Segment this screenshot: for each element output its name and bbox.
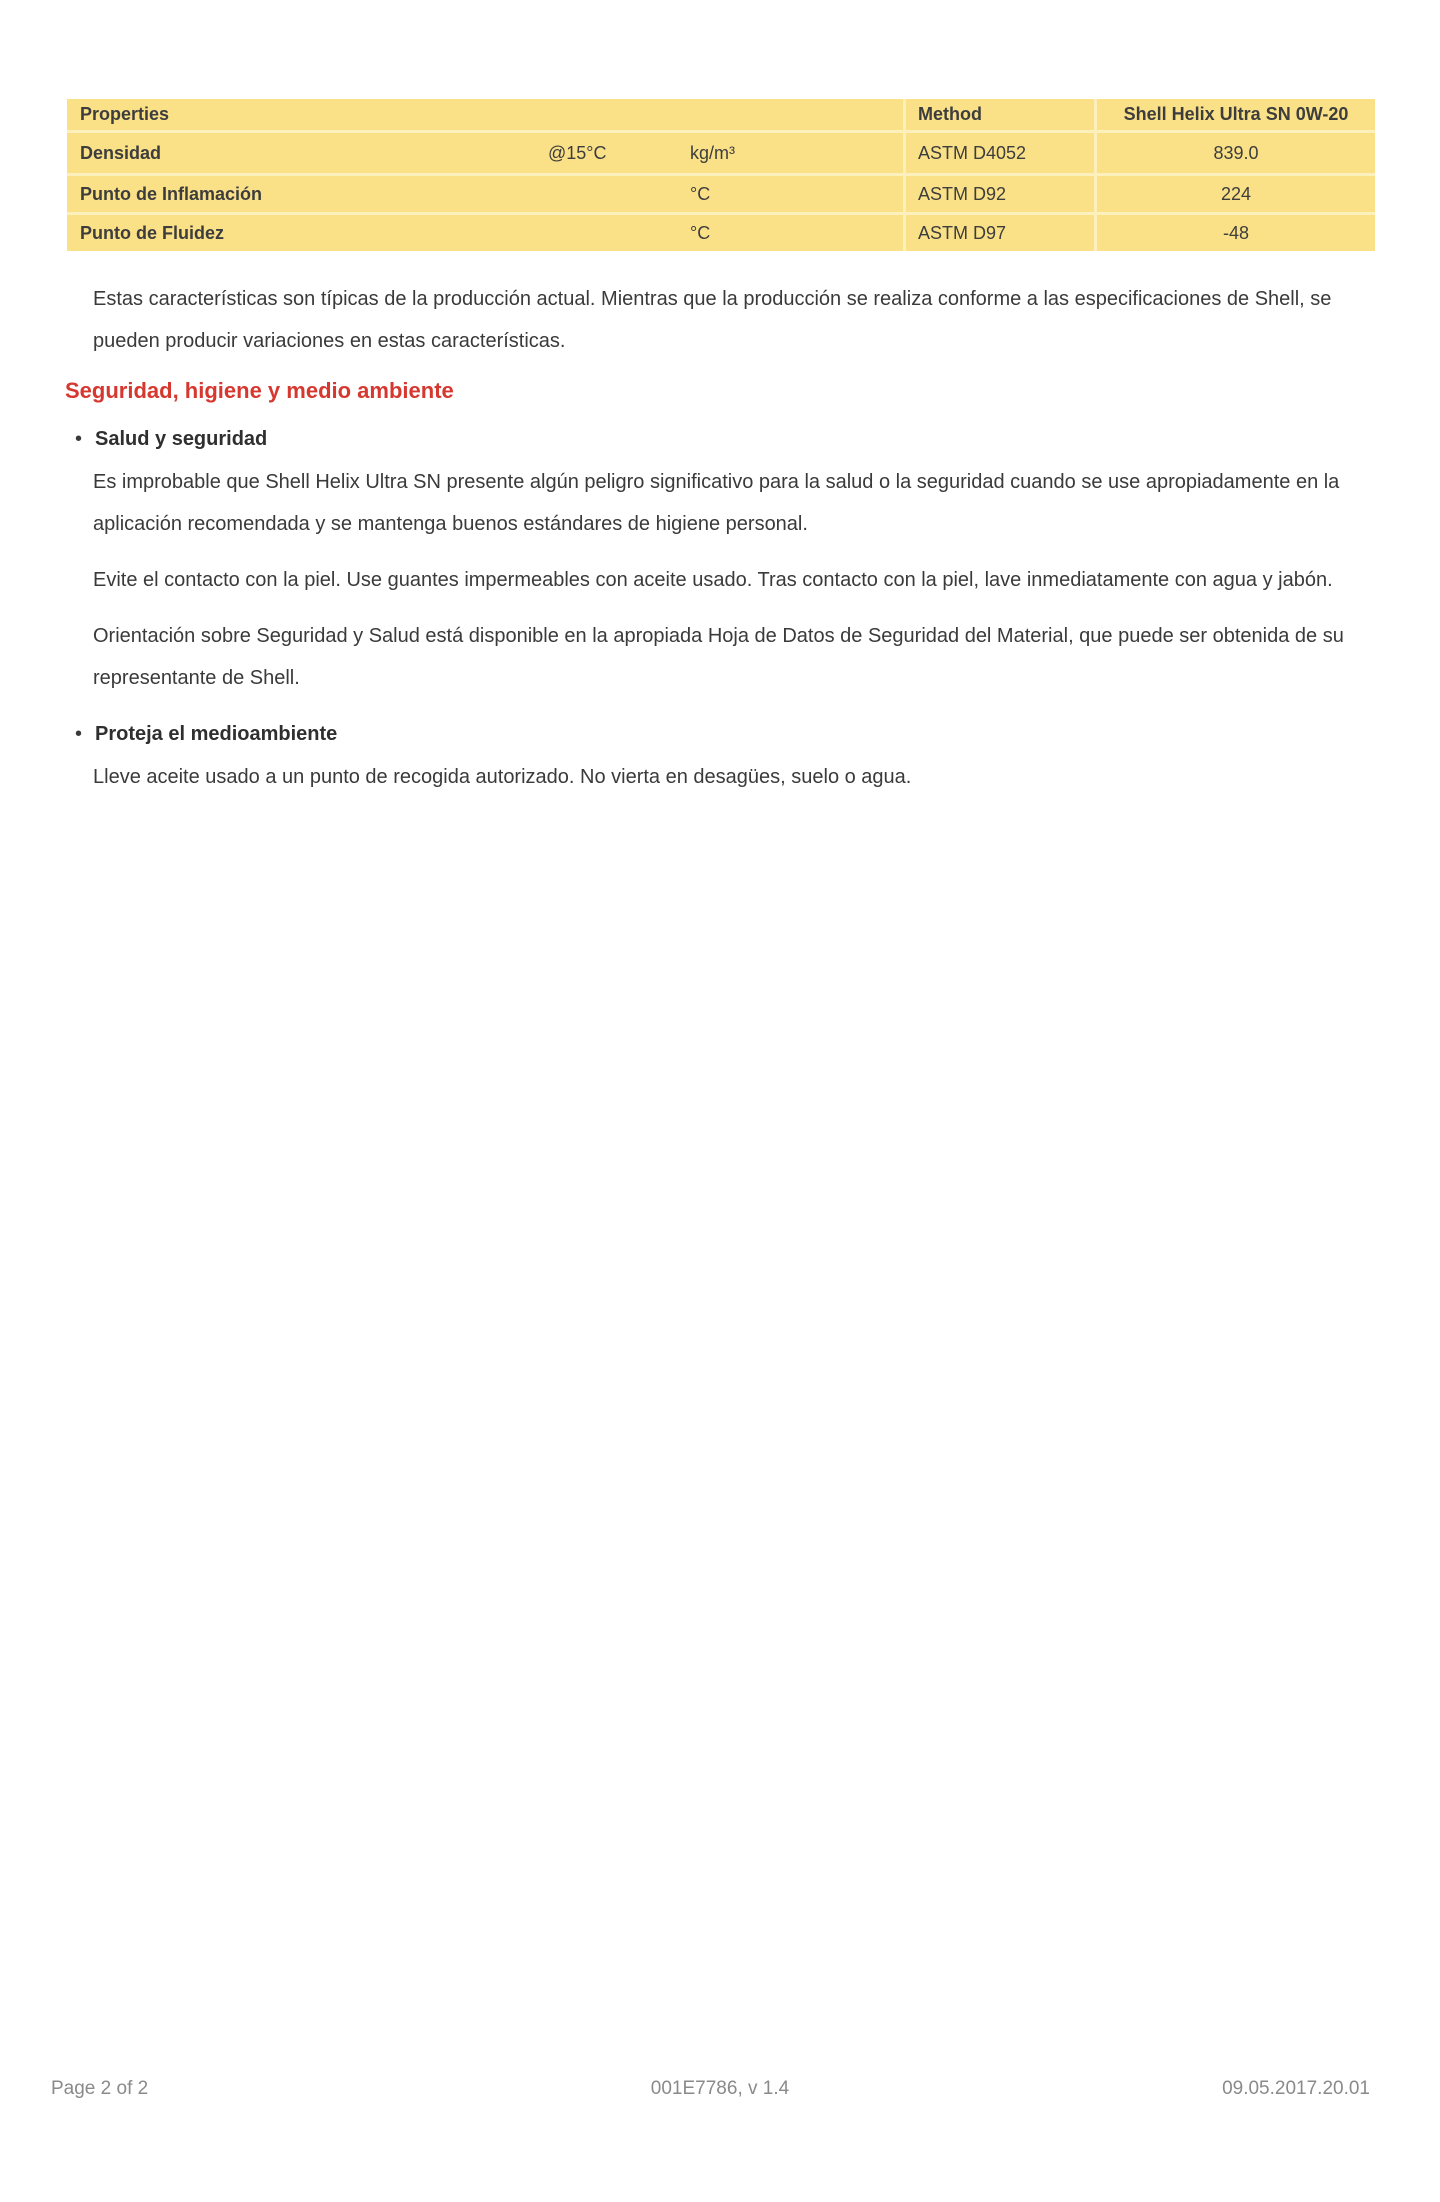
footer-page-number: Page 2 of 2 — [51, 2078, 149, 2099]
table-row — [67, 176, 1375, 212]
footer-timestamp: 09.05.2017.20.01 — [1222, 2078, 1370, 2099]
properties-table — [67, 99, 1375, 251]
page-footer — [0, 2078, 1440, 2108]
header-method: Method — [903, 99, 1094, 130]
condition-cell — [522, 215, 672, 251]
bullet-title-text: Proteja el medioambiente — [95, 723, 338, 745]
body-paragraph: Es improbable que Shell Helix Ultra SN presente algún peligro significativo para la salud o la seguridad cuando se use apropiadamente en la aplicación recomendada y se mantenga buenos estándares de higiene personal. — [93, 471, 1340, 535]
method-cell: ASTM D4052 — [903, 133, 1094, 173]
header-properties: Properties — [80, 104, 170, 124]
condition-cell: @15°C — [548, 142, 607, 163]
body-paragraph: Orientación sobre Seguridad y Salud está disponible en la apropiada Hoja de Datos de Seguridad del Material, que puede ser obtenida de su representante de Shell. — [93, 625, 1344, 689]
table-header-row — [67, 99, 1375, 130]
table-row — [67, 133, 1375, 173]
page-body — [0, 253, 1440, 812]
bullet-item-title — [75, 428, 1375, 451]
value-cell: -48 — [1094, 215, 1375, 251]
bullet-block-health — [0, 428, 1440, 699]
footer-doc-id: 001E7786, v 1.4 — [650, 2078, 790, 2099]
property-name-cell: Punto de Fluidez — [80, 222, 224, 243]
body-paragraph: Lleve aceite usado a un punto de recogida autorizado. No vierta en desagües, suelo o agua. — [93, 766, 912, 788]
unit-cell: kg/m³ — [690, 142, 735, 163]
value-cell: 224 — [1094, 176, 1375, 212]
bullet-dot-icon: • — [75, 428, 83, 450]
condition-cell — [522, 176, 672, 212]
value-cell: 839.0 — [1094, 133, 1375, 173]
unit-cell: °C — [690, 183, 711, 204]
property-name-cell: Punto de Inflamación — [80, 183, 263, 204]
body-paragraph: Evite el contacto con la piel. Use guantes impermeables con aceite usado. Tras contacto con la piel, lave inmediatamente con agua y jabón. — [93, 569, 1333, 591]
table-row — [67, 215, 1375, 251]
header-product: Shell Helix Ultra SN 0W-20 — [1094, 99, 1375, 130]
property-name-cell: Densidad — [80, 142, 162, 163]
bullet-item-title — [75, 723, 1375, 746]
bullet-dot-icon: • — [75, 723, 83, 745]
unit-cell: °C — [690, 222, 711, 243]
method-cell: ASTM D97 — [903, 215, 1094, 251]
production-note: Estas características son típicas de la producción actual. Mientras que la producción se realiza conforme a las especificaciones de Shell, se pueden producir variaciones en estas características. — [93, 288, 1332, 352]
method-cell: ASTM D92 — [903, 176, 1094, 212]
bullet-block-environment — [0, 723, 1440, 798]
bullet-title-text: Salud y seguridad — [95, 428, 268, 450]
section-heading-safety: Seguridad, higiene y medio ambiente — [65, 378, 454, 403]
